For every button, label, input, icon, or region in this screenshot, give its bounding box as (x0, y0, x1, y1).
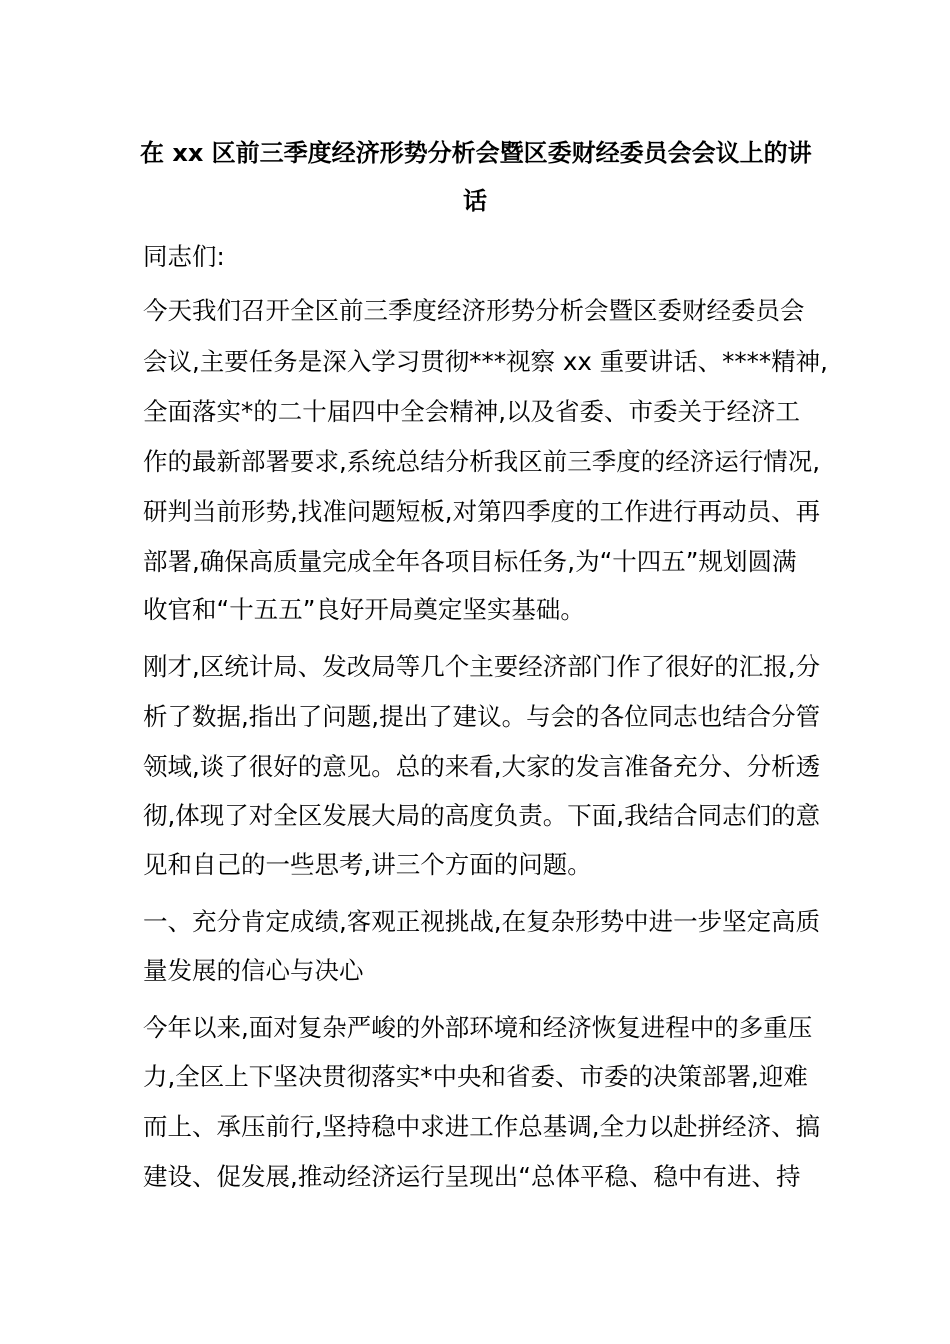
salutation: 同志们: (143, 242, 225, 271)
body-line: 见和自己的一些思考,讲三个方面的问题。 (143, 850, 592, 879)
section-heading-line: 一、充分肯定成绩,客观正视挑战,在复杂形势中进一步坚定高质 (143, 907, 821, 936)
body-line: 彻,体现了对全区发展大局的高度负责。下面,我结合同志们的意 (143, 801, 821, 830)
body-line: 收官和“十五五”良好开局奠定坚实基础。 (143, 595, 585, 624)
body-line: 而上、承压前行,坚持稳中求进工作总基调,全力以赴拼经济、搞 (143, 1112, 821, 1141)
body-line: 作的最新部署要求,系统总结分析我区前三季度的经济运行情况, (143, 447, 821, 476)
body-line: 力,全区上下坚决贯彻落实*中央和省委、市委的决策部署,迎难 (143, 1062, 808, 1091)
body-line: 研判当前形势,找准问题短板,对第四季度的工作进行再动员、再 (143, 497, 821, 526)
body-line: 今年以来,面对复杂严峻的外部环境和经济恢复进程中的多重压 (143, 1013, 813, 1042)
body-line: 刚才,区统计局、发改局等几个主要经济部门作了很好的汇报,分 (143, 652, 821, 681)
body-line: 全面落实*的二十届四中全会精神,以及省委、市委关于经济工 (143, 397, 801, 426)
body-line: 今天我们召开全区前三季度经济形势分析会暨区委财经委员会 (143, 296, 805, 325)
body-line: 部署,确保高质量完成全年各项目标任务,为“十四五”规划圆满 (143, 547, 797, 576)
document-title-line-2: 话 (463, 187, 487, 215)
section-heading-line: 量发展的信心与决心 (143, 956, 364, 985)
body-line: 会议,主要任务是深入学习贯彻***视察 xx 重要讲话、****精神, (143, 347, 828, 376)
document-title-line-1: 在 xx 区前三季度经济形势分析会暨区委财经委员会会议上的讲 (140, 139, 812, 167)
body-line: 析了数据,指出了问题,提出了建议。与会的各位同志也结合分管 (143, 702, 821, 731)
body-line: 领域,谈了很好的意见。总的来看,大家的发言准备充分、分析透 (143, 752, 821, 781)
body-line: 建设、促发展,推动经济运行呈现出“总体平稳、稳中有进、持 (143, 1162, 801, 1191)
